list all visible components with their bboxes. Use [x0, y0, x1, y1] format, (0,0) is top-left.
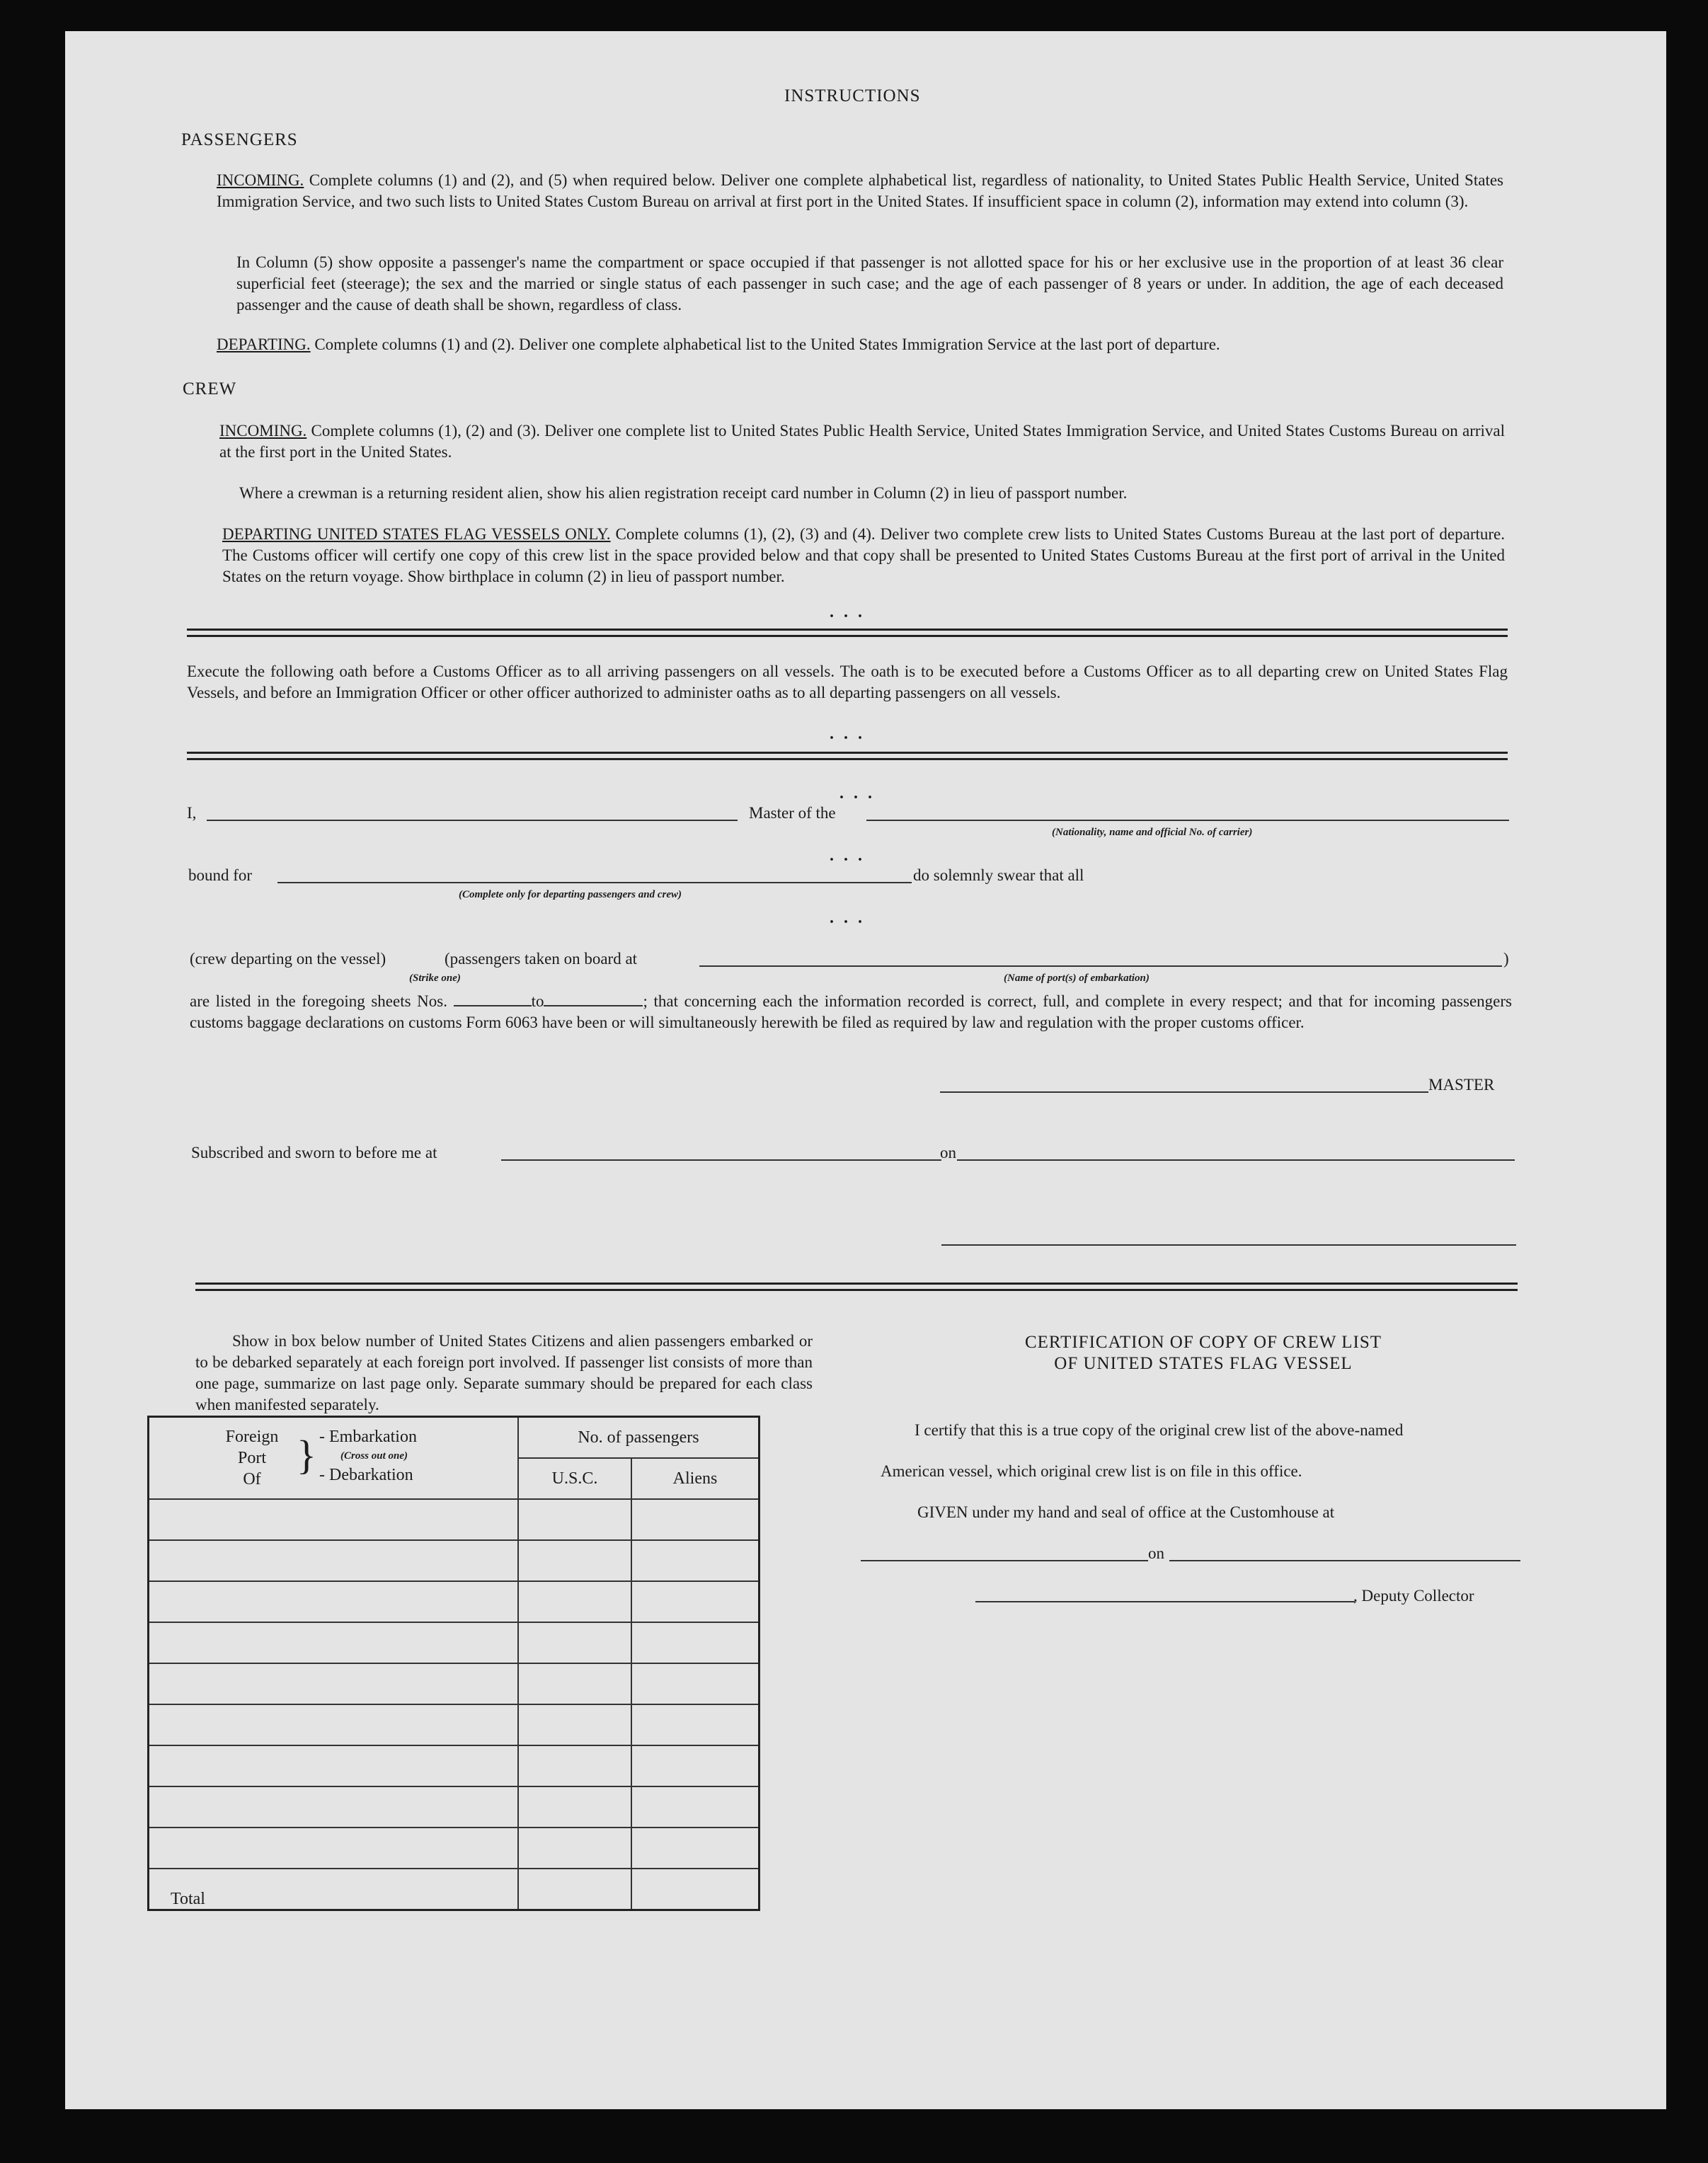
of-label: Of: [243, 1470, 261, 1488]
to-label: to: [531, 992, 544, 1010]
close-paren: ): [1503, 950, 1509, 968]
listed-text: ; that concerning each the information recorded is correct, full, and complete in every respect; and that for incoming passengers customs baggage declarations on customs Form 6063 have been or will simultaneously herewith be filed as required by law and regulation with the proper customs officer.: [190, 992, 1512, 1031]
crew-resident-paragraph: Where a crewman is a returning resident alien, show his alien registration receipt card number in Column (2) in lieu of passport number.: [239, 484, 1128, 502]
dots-divider: ...: [830, 725, 872, 743]
no-passengers-header: [518, 1417, 760, 1500]
foreign-port-header: [149, 1417, 519, 1500]
total-row: [149, 1869, 760, 1910]
certification-on-label: on: [1148, 1544, 1164, 1562]
port-cell[interactable]: [149, 1540, 519, 1581]
usc-cell[interactable]: [518, 1786, 631, 1828]
passengers-departing-label: DEPARTING.: [217, 335, 311, 353]
port-cell[interactable]: [149, 1622, 519, 1663]
port-cell[interactable]: [149, 1786, 519, 1828]
port-cell[interactable]: [149, 1745, 519, 1786]
aliens-cell[interactable]: [631, 1499, 760, 1540]
deputy-collector-signature-field[interactable]: [975, 1601, 1355, 1602]
certification-title-line1: CERTIFICATION OF COPY OF CREW LIST: [1024, 1333, 1382, 1352]
usc-cell[interactable]: [518, 1540, 631, 1581]
subscribed-label: Subscribed and sworn to before me at: [191, 1144, 437, 1161]
aliens-cell[interactable]: [631, 1828, 760, 1869]
certification-line2: American vessel, which original crew list is on file in this office.: [881, 1462, 1302, 1480]
passengers-departing-text: Complete columns (1) and (2). Deliver one complete alphabetical list to the United States Immigration Service at the last port of departure.: [314, 335, 1220, 353]
aliens-cell[interactable]: [631, 1622, 760, 1663]
usc-cell[interactable]: [518, 1745, 631, 1786]
swear-label: do solemnly swear that all: [913, 866, 1084, 884]
port-cell[interactable]: [149, 1663, 519, 1704]
crew-departing-paragraph: [222, 524, 1505, 587]
embarkation-label: - Embarkation: [319, 1428, 417, 1446]
oath-i-label: I,: [187, 804, 197, 822]
certification-title-line2: OF UNITED STATES FLAG VESSEL: [1054, 1354, 1353, 1373]
dots-divider: ...: [839, 784, 882, 803]
carrier-field[interactable]: [866, 820, 1509, 821]
passengers-departing-paragraph: [217, 334, 1503, 355]
given-text: under my hand and seal of office at the Customhouse at: [972, 1503, 1335, 1521]
port-cell[interactable]: [149, 1704, 519, 1745]
usc-cell[interactable]: [518, 1828, 631, 1869]
aliens-cell[interactable]: [631, 1786, 760, 1828]
strike-caption: (Strike one): [409, 973, 461, 984]
port-cell[interactable]: [149, 1581, 519, 1622]
sheet-from-field[interactable]: [454, 992, 532, 1006]
port-cell[interactable]: [149, 1828, 519, 1869]
double-rule-2: [187, 752, 1508, 760]
double-rule-1: [187, 629, 1508, 637]
table-row: [149, 1786, 760, 1828]
passengers-incoming-text: Complete columns (1) and (2), and (5) when required below. Deliver one complete alphabetical list, regardless of nationality, to United States Public Health Service, United States Immigration Service, and two such lists to United States Custom Bureau on arrival at first port in the United States. If insufficient space in column (2), information may extend into column (3).: [217, 171, 1504, 210]
usc-cell[interactable]: [518, 1704, 631, 1745]
dots-divider: ...: [830, 847, 872, 865]
usc-label: U.S.C.: [519, 1459, 632, 1498]
passengers-column5-paragraph: In Column (5) show opposite a passenger's name the compartment or space occupied if that passenger is not allotted space for his or her exclusive use in the proportion of at least 36 clear superficial feet (steerage); the sex and the married or single status of each passenger in such case; and the age of each passenger of 8 years or under. In addition, the age of each deceased passenger and the cause of death shall be shown, regardless of class.: [236, 253, 1503, 314]
double-rule-3: [195, 1283, 1518, 1291]
table-row: [149, 1581, 760, 1622]
ports-caption: (Name of port(s) of embarkation): [1004, 973, 1150, 984]
debarkation-label: - Debarkation: [319, 1466, 413, 1484]
bound-for-field[interactable]: [277, 882, 912, 883]
aliens-cell[interactable]: [631, 1663, 760, 1704]
table-row: [149, 1540, 760, 1581]
crew-departing-option[interactable]: (crew departing on the vessel): [190, 950, 386, 968]
usc-cell[interactable]: [518, 1581, 631, 1622]
carrier-caption: (Nationality, name and official No. of carrier): [1052, 827, 1253, 838]
given-label: GIVEN: [917, 1503, 968, 1521]
total-aliens-cell[interactable]: [631, 1869, 760, 1910]
foreign-label: Foreign: [225, 1428, 279, 1446]
deputy-collector-label: , Deputy Collector: [1353, 1587, 1474, 1605]
certification-date-field[interactable]: [1169, 1560, 1520, 1561]
passengers-incoming-label: INCOMING.: [217, 171, 304, 189]
crew-heading: CREW: [183, 379, 237, 398]
no-passengers-label: No. of passengers: [519, 1418, 758, 1459]
subscribed-place-field[interactable]: [501, 1159, 941, 1161]
usc-cell[interactable]: [518, 1499, 631, 1540]
crew-incoming-text: Complete columns (1), (2) and (3). Deliver one complete list to United States Public Health Service, United States Immigration Service, and United States Customs Bureau on arrival at the first port in the United States.: [219, 422, 1505, 461]
passengers-incoming-paragraph: [217, 170, 1503, 212]
sheet-to-field[interactable]: [544, 992, 643, 1006]
port-label: Port: [237, 1449, 266, 1467]
subscribed-date-field[interactable]: [957, 1159, 1515, 1161]
table-row: [149, 1622, 760, 1663]
master-label: MASTER: [1428, 1076, 1495, 1094]
ports-of-embarkation-field[interactable]: [699, 965, 1502, 967]
table-row: [149, 1704, 760, 1745]
passenger-summary-table: [147, 1416, 760, 1911]
brace-glyph: }: [297, 1432, 316, 1478]
bound-for-caption: (Complete only for departing passengers and crew): [459, 889, 682, 900]
aliens-cell[interactable]: [631, 1540, 760, 1581]
aliens-cell[interactable]: [631, 1745, 760, 1786]
summary-instructions: Show in box below number of United States Citizens and alien passengers embarked or to be debarked separately at each foreign port involved. If passenger list consists of more than one page, summarize on last page only. Separate summary should be prepared for each class when manifested separately.: [195, 1332, 813, 1413]
officer-signature-field[interactable]: [941, 1244, 1516, 1246]
usc-cell[interactable]: [518, 1622, 631, 1663]
customhouse-place-field[interactable]: [861, 1560, 1148, 1561]
passengers-heading: PASSENGERS: [181, 130, 298, 149]
aliens-cell[interactable]: [631, 1581, 760, 1622]
listed-prefix: are listed in the foregoing sheets Nos.: [190, 992, 447, 1010]
certification-given: [917, 1502, 1334, 1523]
total-label: Total: [149, 1869, 519, 1910]
certification-line1: I certify that this is a true copy of the original crew list of the above-named: [915, 1421, 1404, 1439]
master-signature-field[interactable]: [940, 1091, 1428, 1093]
usc-cell[interactable]: [518, 1663, 631, 1704]
oath-intro: Execute the following oath before a Customs Officer as to all arriving passengers on all vessels. The oath is to be executed before a Customs Officer as to all departing crew on United States Flag Vessels, and before an Immigration Officer or other officer authorized to administer oaths as to all departing passengers on all vessels.: [187, 662, 1508, 701]
port-cell[interactable]: [149, 1499, 519, 1540]
page-title: INSTRUCTIONS: [784, 86, 921, 105]
crew-departing-label: DEPARTING UNITED STATES FLAG VESSELS ONLY.: [222, 525, 611, 543]
crew-incoming-paragraph: [219, 420, 1505, 463]
cross-out-caption: (Cross out one): [340, 1450, 408, 1462]
table-row: [149, 1745, 760, 1786]
listed-paragraph: [190, 991, 1512, 1033]
subscribed-on-label: on: [940, 1144, 956, 1161]
bound-for-label: bound for: [188, 866, 253, 884]
master-name-field[interactable]: [207, 820, 738, 821]
dots-divider: ...: [830, 909, 872, 927]
aliens-label: Aliens: [672, 1469, 718, 1488]
table-row: [149, 1663, 760, 1704]
passengers-taken-option[interactable]: (passengers taken on board at: [445, 950, 638, 968]
aliens-cell[interactable]: [631, 1704, 760, 1745]
crew-departing-text: Complete columns (1), (2), (3) and (4). Deliver two complete crew lists to United States Customs Bureau at the last port of departure. The Customs officer will certify one copy of this crew list in the space provided below and that copy shall be presented to United States Customs Bureau at the first port of arrival in the United States on the return voyage. Show birthplace in column (2) in lieu of passport number.: [222, 525, 1506, 585]
dots-divider: ...: [830, 603, 872, 621]
master-of-label: Master of the: [749, 804, 836, 822]
table-row: [149, 1499, 760, 1540]
total-usc-cell[interactable]: [518, 1869, 631, 1910]
table-row: [149, 1828, 760, 1869]
crew-incoming-label: INCOMING.: [219, 422, 307, 440]
certification-title: [849, 1332, 1557, 1375]
